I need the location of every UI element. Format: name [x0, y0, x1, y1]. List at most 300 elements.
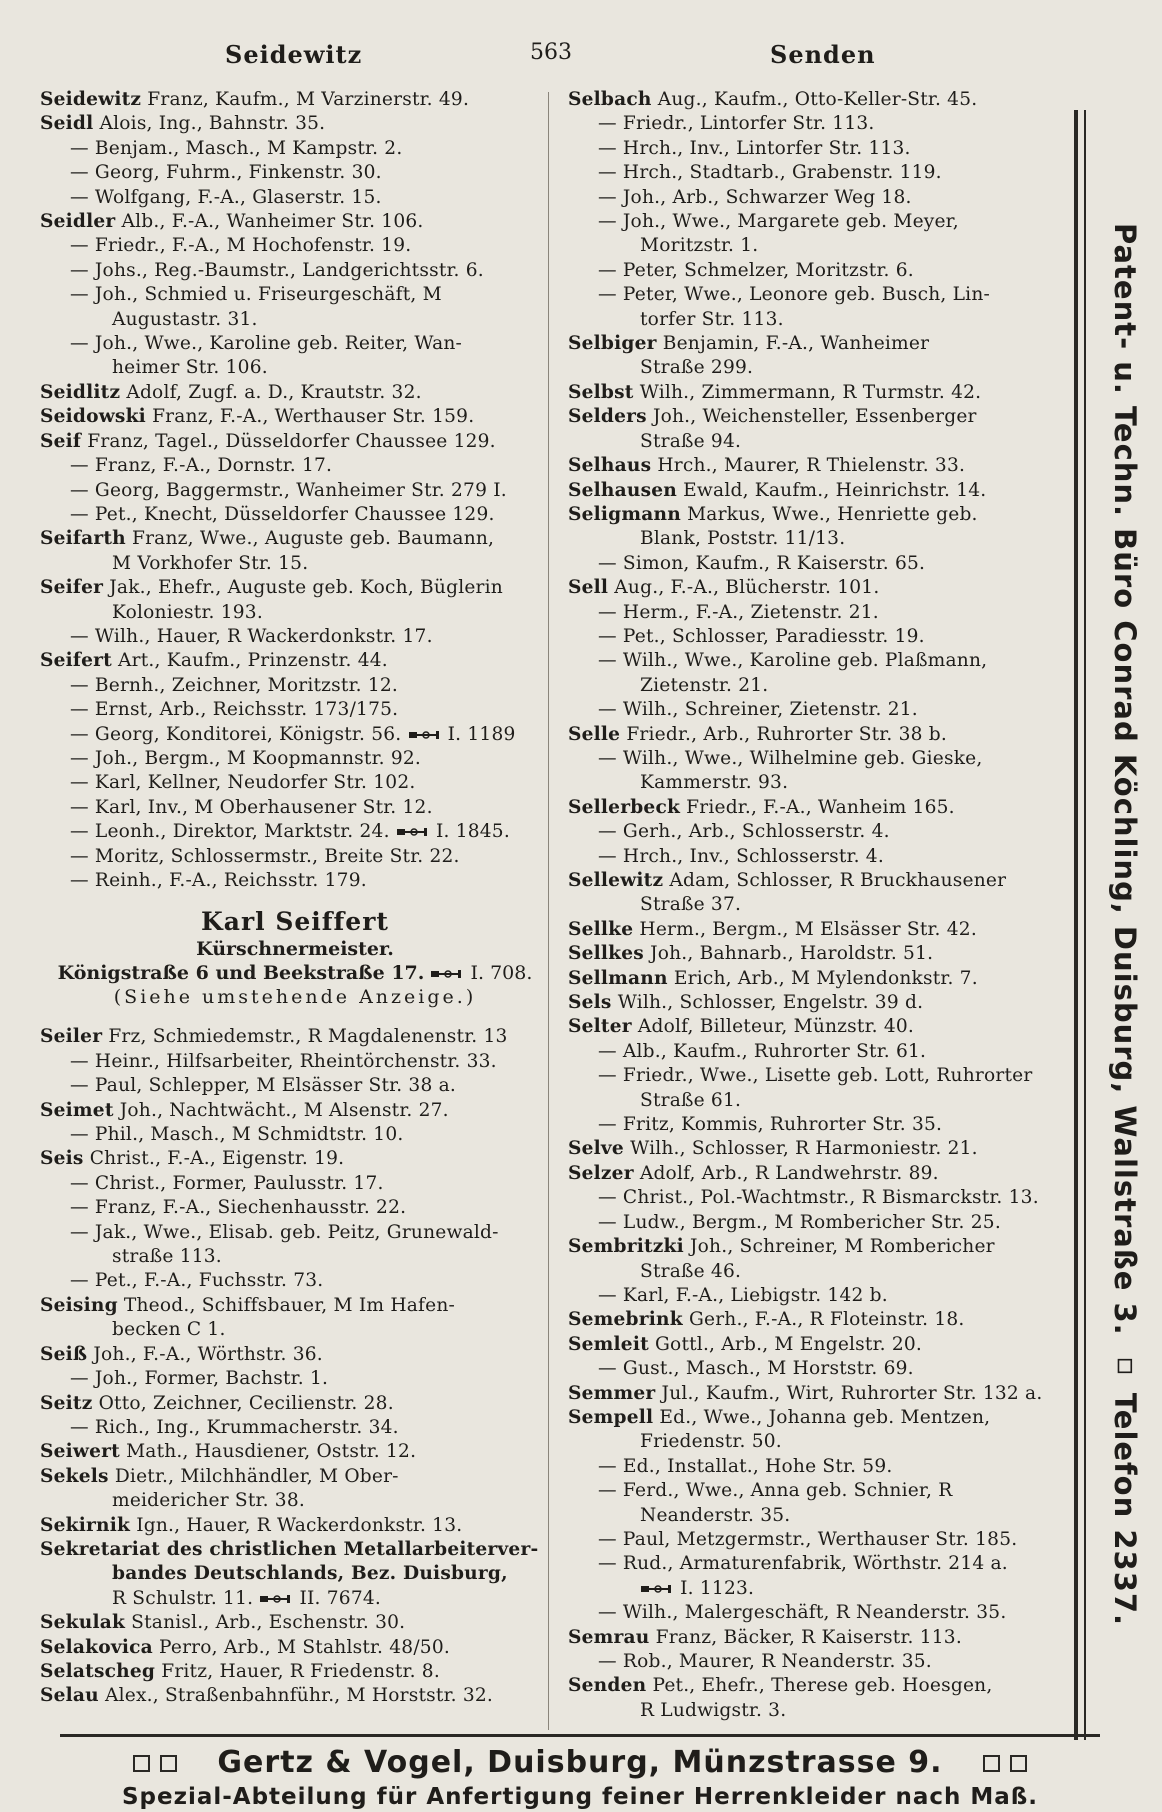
entry-details: Joh., Nachtwächt., M Alsenstr. 27. [113, 1099, 449, 1121]
directory-entry [568, 674, 1088, 698]
entry-surname: Sellkes [568, 943, 644, 965]
entry-details: Markus, Wwe., Henriette geb. [680, 503, 978, 525]
entry-details: Wilh., Schlosser, R Harmoniestr. 21. [623, 1138, 978, 1160]
entry-surname: Seif [40, 430, 82, 452]
directory-entry [568, 527, 1088, 551]
directory-entry [568, 1406, 1088, 1430]
entry-text: — Joh., Former, Bachstr. 1. [70, 1368, 329, 1390]
directory-entry [40, 1367, 550, 1391]
directory-entry [40, 1465, 550, 1489]
entry-surname: Selau [40, 1685, 99, 1707]
directory-entry [568, 259, 1088, 283]
directory-entry [568, 1699, 1088, 1723]
telephone-number: II. 7674. [299, 1587, 382, 1609]
telephone-icon [259, 1593, 293, 1605]
directory-entry [568, 893, 1088, 917]
directory-entry [40, 1684, 550, 1708]
entry-details: Frz, Schmiedemstr., R Magdalenenstr. 13 [102, 1026, 508, 1048]
entry-text: Straße 46. [640, 1260, 742, 1282]
entry-details: Alois, Ing., Bahnstr. 35. [93, 113, 326, 135]
entry-text: — Moritz, Schlossermstr., Breite Str. 22. [70, 845, 460, 867]
entry-text: — Peter, Wwe., Leonore geb. Busch, Lin- [598, 284, 990, 306]
directory-entry [40, 88, 550, 112]
entry-text: — Joh., Schmied u. Friseurgeschäft, M [70, 284, 442, 306]
directory-entry [568, 1455, 1088, 1479]
entry-surname: Sekels [40, 1465, 109, 1487]
directory-entry [568, 1333, 1088, 1357]
telephone-marker [390, 821, 436, 842]
entry-text: — Christ., Former, Paulusstr. 17. [70, 1172, 384, 1194]
directory-entry [568, 1113, 1088, 1137]
page-header [40, 38, 1090, 78]
entry-text: — Simon, Kaufm., R Kaiserstr. 65. [598, 552, 926, 574]
entry-text: — Leonh., Direktor, Marktstr. 24. [70, 821, 390, 843]
entry-text: straße 113. [112, 1246, 222, 1268]
directory-entry [568, 1357, 1088, 1381]
directory-entry [40, 234, 550, 258]
entry-text: — Benjam., Masch., M Kampstr. 2. [70, 137, 403, 159]
telephone-icon [408, 729, 442, 741]
directory-entry [568, 1601, 1088, 1625]
header-last-name: Senden [770, 40, 876, 69]
entry-surname: Selhaus [568, 455, 652, 477]
entry-surname: Seidler [40, 211, 116, 233]
entry-surname: Seidl [40, 113, 94, 135]
entry-text: Zietenstr. 21. [640, 674, 769, 696]
directory-entry [568, 283, 1088, 307]
directory-entry [40, 820, 550, 844]
seiffert-advert [40, 907, 550, 1009]
entry-surname: Selzer [568, 1162, 634, 1184]
entry-text: Blank, Poststr. 11/13. [640, 528, 846, 550]
entry-surname: Sellewitz [568, 870, 664, 891]
entry-text: Straße 61. [640, 1089, 742, 1111]
directory-entry [568, 967, 1088, 991]
directory-entry [40, 1294, 550, 1318]
directory-entry [40, 308, 550, 332]
entry-text: — Friedr., Lintorfer Str. 113. [598, 113, 875, 135]
directory-entry [40, 698, 550, 722]
entry-surname: Seiß [40, 1343, 88, 1365]
telephone-icon [396, 826, 430, 838]
directory-entry [40, 845, 550, 869]
directory-entry [568, 1528, 1088, 1552]
directory-entry [568, 503, 1088, 527]
directory-entry [40, 1514, 550, 1538]
directory-entry [568, 1089, 1088, 1113]
directory-entry [40, 454, 550, 478]
right-column [568, 88, 1088, 1723]
directory-entry [40, 1611, 550, 1635]
entry-details: Franz, F.-A., Werthauser Str. 159. [145, 406, 475, 428]
entry-text: — Wilh., Wwe., Karoline geb. Plaßmann, [598, 650, 988, 672]
directory-entry [568, 161, 1088, 185]
entry-text: — Rich., Ing., Krummacherstr. 34. [70, 1416, 399, 1438]
entry-details: des christlichen Metallarbeiterver- [160, 1538, 539, 1560]
entry-details: Dietr., Milchhändler, M Ober- [108, 1465, 399, 1487]
left-column [40, 88, 550, 1709]
entry-text: — Peter, Schmelzer, Moritzstr. 6. [598, 259, 914, 281]
directory-entry [40, 601, 550, 625]
directory-entry [568, 1040, 1088, 1064]
directory-entry [40, 503, 550, 527]
directory-entry [568, 991, 1088, 1015]
entry-text: — Christ., Pol.-Wachtmstr., R Bismarckstr. 13. [598, 1187, 1039, 1209]
entry-surname: Seis [40, 1148, 84, 1170]
directory-entry [568, 918, 1088, 942]
entry-details: Adolf, Billeteur, Münzstr. 40. [631, 1016, 915, 1038]
directory-entry [40, 1172, 550, 1196]
entry-text: — Wolfgang, F.-A., Glaserstr. 15. [70, 186, 382, 208]
entry-details: Art., Kaufm., Prinzenstr. 44. [111, 650, 388, 672]
directory-entry [40, 527, 550, 551]
entry-surname: Selve [568, 1138, 624, 1160]
entry-surname: Sellke [568, 918, 634, 940]
entry-details: Friedr., F.-A., Wanheim 165. [680, 796, 955, 818]
entry-text: heimer Str. 106. [112, 357, 268, 379]
entry-surname: Selbiger [568, 333, 657, 355]
entry-surname: Semleit [568, 1333, 649, 1355]
entry-text: — Joh., Bergm., M Koopmannstr. 92. [70, 747, 422, 769]
entry-details: Joh., Schreiner, M Rombericher [683, 1236, 995, 1258]
entry-surname: Selatscheg [40, 1660, 156, 1682]
entry-text: — Ludw., Bergm., M Rombericher Str. 25. [598, 1211, 1001, 1233]
entry-text: — Friedr., F.-A., M Hochofenstr. 19. [70, 235, 412, 257]
directory-entry [568, 332, 1088, 356]
entry-surname: Sellerbeck [568, 796, 681, 818]
directory-entry [40, 625, 550, 649]
entry-details: Erich, Arb., M Mylendonkstr. 7. [667, 967, 978, 989]
directory-entry [40, 1636, 550, 1660]
directory-entry [40, 332, 550, 356]
advert-telephone: I. 708. [470, 962, 533, 985]
entry-surname: Seligmann [568, 503, 681, 525]
directory-entry [568, 137, 1088, 161]
directory-entry [568, 796, 1088, 820]
entry-details: Aug., F.-A., Blücherstr. 101. [608, 577, 880, 599]
entry-details: Stanisl., Arb., Eschenstr. 30. [125, 1612, 406, 1634]
telephone-number: I. 1845. [435, 821, 510, 843]
entry-surname: Sellmann [568, 967, 668, 989]
directory-entry [568, 601, 1088, 625]
directory-entry [40, 1440, 550, 1464]
entry-text: — Fritz, Kommis, Ruhrorter Str. 35. [598, 1114, 943, 1136]
directory-entry [568, 1284, 1088, 1308]
entry-text: — Wilh., Wwe., Wilhelmine geb. Gieske, [598, 747, 983, 769]
entry-text: — Wilh., Schreiner, Zietenstr. 21. [598, 699, 918, 721]
telephone-number: I. 1189 [447, 723, 516, 745]
directory-entry [40, 1196, 550, 1220]
directory-entry [40, 576, 550, 600]
entry-text: — Franz, F.-A., Siechenhausstr. 22. [70, 1197, 407, 1219]
entry-text: — Karl, Kellner, Neudorfer Str. 102. [70, 772, 416, 794]
left-entries-continued [40, 1025, 550, 1708]
entry-surname: Sekulak [40, 1612, 126, 1634]
entry-text: — Paul, Metzgermstr., Werthauser Str. 185. [598, 1528, 1018, 1550]
directory-entry [568, 869, 1088, 893]
directory-entry [568, 1650, 1088, 1674]
entry-details: Jak., Ehefr., Auguste geb. Koch, Büglerin [103, 577, 503, 599]
square-ornament-icon [133, 1755, 150, 1772]
page-number: 563 [530, 40, 572, 65]
entry-surname: Sels [568, 992, 612, 1014]
directory-entry [568, 1211, 1088, 1235]
entry-details: Hrch., Maurer, R Thielenstr. 33. [651, 455, 966, 477]
directory-entry [40, 1123, 550, 1147]
telephone-marker [253, 1588, 299, 1609]
directory-entry [568, 1479, 1088, 1503]
entry-text: Moritzstr. 1. [640, 235, 759, 257]
directory-entry [40, 112, 550, 136]
entry-text: — Joh., Wwe., Margarete geb. Meyer, [598, 211, 959, 233]
entry-details: Benjamin, F.-A., Wanheimer [656, 333, 930, 355]
directory-entry [40, 405, 550, 429]
entry-text: — Jak., Wwe., Elisab. geb. Peitz, Grunewald- [70, 1221, 499, 1243]
entry-text: Augustastr. 31. [112, 308, 258, 330]
entry-details: Alex., Straßenbahnführ., M Horststr. 32. [98, 1685, 494, 1707]
entry-details: Aug., Kaufm., Otto-Keller-Str. 45. [651, 89, 978, 110]
entry-text: — Paul, Schlepper, M Elsässer Str. 38 a. [70, 1075, 456, 1097]
entry-surname: Selbach [568, 89, 652, 110]
entry-surname: Sempell [568, 1406, 654, 1428]
directory-entry [568, 1137, 1088, 1161]
entry-text: — Joh., Arb., Schwarzer Weg 18. [598, 186, 912, 208]
entry-surname: Semebrink [568, 1309, 683, 1331]
entry-surname: Selhausen [568, 479, 678, 501]
entry-details: Friedr., Arb., Ruhrorter Str. 38 b. [620, 723, 947, 745]
entry-details: Math., Hausdiener, Oststr. 12. [119, 1441, 417, 1463]
telephone-marker [401, 724, 447, 745]
entry-surname: Selakovica [40, 1636, 153, 1658]
entry-details: Otto, Zeichner, Cecilienstr. 28. [92, 1392, 394, 1414]
directory-entry [568, 820, 1088, 844]
directory-entry [568, 1064, 1088, 1088]
entry-surname: Sekirnik [40, 1514, 131, 1536]
entry-details: Franz, Kaufm., M Varzinerstr. 49. [141, 89, 470, 110]
directory-entry [568, 552, 1088, 576]
entry-text: — Joh., Wwe., Karoline geb. Reiter, Wan- [70, 333, 463, 355]
advert-title: Kürschnermeister. [196, 938, 394, 961]
banner-rule-thick [1074, 110, 1078, 1740]
directory-entry [568, 698, 1088, 722]
entry-surname: Seimet [40, 1099, 114, 1121]
bottom-advert-headline [60, 1744, 1100, 1782]
banner-text: Patent- u. Techn. Büro Conrad Köchling, Duisburg, Wallstraße 3. ▫ Telefon 2337. [1108, 223, 1142, 1627]
telephone-icon [640, 1583, 674, 1595]
entry-details: Adolf, Arb., R Landwehrstr. 89. [633, 1162, 939, 1184]
directory-entry [40, 1392, 550, 1416]
entry-surname: Senden [568, 1675, 647, 1697]
directory-entry [568, 1235, 1088, 1259]
directory-entry [40, 1587, 550, 1611]
entry-text: Straße 37. [640, 894, 742, 916]
entry-text: torfer Str. 113. [640, 308, 784, 330]
directory-entry [40, 1489, 550, 1513]
entry-text: — Wilh., Malergeschäft, R Neanderstr. 35. [598, 1602, 1007, 1624]
directory-entry [568, 1577, 1088, 1601]
directory-entry [568, 479, 1088, 503]
left-entries [40, 88, 550, 893]
square-ornament-icon [1010, 1755, 1027, 1772]
directory-entry [568, 845, 1088, 869]
directory-entry [568, 625, 1088, 649]
directory-entry [40, 674, 550, 698]
entry-details: Jul., Kaufm., Wirt, Ruhrorter Str. 132 a. [655, 1382, 1043, 1404]
entry-text: Straße 94. [640, 430, 742, 452]
right-entries [568, 88, 1088, 1723]
entry-details: Herm., Bergm., M Elsässer Str. 42. [633, 918, 977, 940]
entry-text: — Wilh., Hauer, R Wackerdonkstr. 17. [70, 625, 433, 647]
directory-entry [568, 942, 1088, 966]
entry-text: — Rud., Armaturenfabrik, Wörthstr. 214 a. [598, 1553, 1008, 1575]
entry-details: Joh., Weichensteller, Essenberger [646, 406, 977, 428]
directory-entry [40, 1562, 550, 1586]
directory-entry [568, 1674, 1088, 1698]
directory-entry [40, 771, 550, 795]
directory-entry [40, 649, 550, 673]
directory-entry [568, 186, 1088, 210]
directory-entry [40, 210, 550, 234]
entry-text: — Ed., Installat., Hohe Str. 59. [598, 1455, 893, 1477]
entry-text: — Georg, Fuhrm., Finkenstr. 30. [70, 162, 382, 184]
entry-surname: Seidewitz [40, 89, 142, 110]
entry-details: Adolf, Zugf. a. D., Krautstr. 32. [120, 381, 422, 403]
entry-text: — Hrch., Inv., Lintorfer Str. 113. [598, 137, 911, 159]
directory-entry [40, 430, 550, 454]
directory-entry [40, 1343, 550, 1367]
directory-entry [568, 356, 1088, 380]
entry-surname: Seifert [40, 650, 112, 672]
advert-address: Königstraße 6 und Beekstraße 17. [57, 962, 425, 985]
entry-surname: Semmer [568, 1382, 656, 1404]
entry-surname: Sell [568, 577, 609, 599]
entry-details: Theod., Schiffsbauer, M Im Hafen- [117, 1294, 455, 1316]
entry-surname: Seiler [40, 1026, 103, 1048]
entry-text: — Phil., Masch., M Schmidtstr. 10. [70, 1124, 404, 1146]
directory-entry [568, 1260, 1088, 1284]
directory-entry [568, 1015, 1088, 1039]
directory-entry [568, 381, 1088, 405]
directory-entry [40, 1416, 550, 1440]
directory-entry [568, 1308, 1088, 1332]
entry-details: Pet., Ehefr., Therese geb. Hoesgen, [646, 1675, 993, 1697]
entry-text: — Hrch., Stadtarb., Grabenstr. 119. [598, 162, 942, 184]
directory-entry [40, 283, 550, 307]
directory-entry [40, 259, 550, 283]
directory-entry [568, 1504, 1088, 1528]
entry-text: — Friedr., Wwe., Lisette geb. Lott, Ruhrorter [598, 1065, 1033, 1087]
directory-entry [568, 1186, 1088, 1210]
entry-text: — Ernst, Arb., Reichsstr. 173/175. [70, 699, 399, 721]
entry-details: Ign., Hauer, R Wackerdonkstr. 13. [130, 1514, 463, 1536]
directory-entry [568, 430, 1088, 454]
directory-entry [568, 405, 1088, 429]
directory-entry [568, 1162, 1088, 1186]
directory-entry [568, 210, 1088, 234]
entry-details: Christ., F.-A., Eigenstr. 19. [83, 1148, 345, 1170]
entry-surname: Seising [40, 1294, 118, 1316]
entry-text: becken C 1. [112, 1319, 226, 1341]
entry-details: Wilh., Schlosser, Engelstr. 39 d. [611, 992, 924, 1014]
entry-text: — Herm., F.-A., Zietenstr. 21. [598, 601, 879, 623]
directory-entry [40, 1660, 550, 1684]
entry-details: Wilh., Zimmermann, R Turmstr. 42. [633, 381, 982, 403]
entry-text: — Hrch., Inv., Schlosserstr. 4. [598, 845, 884, 867]
directory-entry [568, 649, 1088, 673]
entry-details: Ed., Wwe., Johanna geb. Mentzen, [653, 1406, 991, 1428]
square-ornament-icon [983, 1755, 1000, 1772]
entry-text: — Georg, Baggermstr., Wanheimer Str. 279 I. [70, 479, 507, 501]
directory-entry [40, 137, 550, 161]
entry-details: Joh., F.-A., Wörthstr. 36. [87, 1343, 323, 1365]
entry-text: — Georg, Konditorei, Königstr. 56. [70, 723, 402, 745]
entry-text: Neanderstr. 35. [640, 1504, 791, 1526]
directory-entry [40, 161, 550, 185]
entry-text: — Pet., F.-A., Fuchsstr. 73. [70, 1270, 324, 1292]
entry-text: Friedenstr. 50. [640, 1431, 782, 1453]
entry-text: Straße 299. [640, 357, 754, 379]
bottom-advert [60, 1744, 1100, 1812]
entry-surname: Selbst [568, 381, 634, 403]
entry-surname: Selders [568, 406, 647, 428]
entry-text: M Vorkhofer Str. 15. [112, 552, 309, 574]
entry-details: Franz, Bäcker, R Kaiserstr. 113. [649, 1626, 962, 1648]
directory-entry [568, 723, 1088, 747]
directory-entry [568, 112, 1088, 136]
entry-text: — Pet., Schlosser, Paradiesstr. 19. [598, 625, 925, 647]
directory-entry [40, 356, 550, 380]
directory-entry [40, 796, 550, 820]
directory-entry [568, 454, 1088, 478]
directory-entry [40, 1269, 550, 1293]
advert-address-line [40, 961, 550, 985]
entry-surname: Sekretariat [40, 1538, 161, 1560]
entry-text: — Bernh., Zeichner, Moritzstr. 12. [70, 674, 399, 696]
entry-details: Franz, Wwe., Auguste geb. Baumann, [125, 528, 495, 550]
directory-entry [568, 234, 1088, 258]
directory-entry [568, 576, 1088, 600]
directory-entry [568, 747, 1088, 771]
entry-text: Kammerstr. 93. [640, 772, 789, 794]
entry-surname: Seidowski [40, 406, 146, 428]
directory-entry [40, 723, 550, 747]
entry-text: — Gerh., Arb., Schlosserstr. 4. [598, 821, 890, 843]
entry-surname: Semrau [568, 1626, 650, 1648]
entry-text: R Schulstr. 11. [112, 1587, 254, 1609]
bottom-advert-subtitle: Spezial-Abteilung für Anfertigung feiner Herrenkleider nach Maß. [121, 1784, 1039, 1810]
entry-text: bandes Deutschlands, Bez. Duisburg, [112, 1563, 508, 1585]
entry-details: Franz, Tagel., Düsseldorfer Chaussee 129. [81, 430, 496, 452]
directory-entry [40, 552, 550, 576]
directory-entry [40, 747, 550, 771]
entry-text: — Franz, F.-A., Dornstr. 17. [70, 455, 333, 477]
directory-entry [40, 1221, 550, 1245]
entry-surname: Selle [568, 723, 621, 745]
advert-name: Karl Seiffert [201, 907, 389, 937]
directory-entry [40, 869, 550, 893]
entry-details: Gerh., F.-A., R Floteinstr. 18. [682, 1309, 965, 1331]
directory-entry [568, 1430, 1088, 1454]
entry-text: Koloniestr. 193. [112, 601, 263, 623]
telephone-marker [640, 1578, 680, 1599]
entry-text: R Ludwigstr. 3. [640, 1699, 787, 1721]
directory-entry [40, 1050, 550, 1074]
telephone-icon [430, 968, 464, 980]
entry-text: — Johs., Reg.-Baumstr., Landgerichtsstr. 6. [70, 259, 484, 281]
directory-entry [568, 88, 1088, 112]
directory-entry [40, 1245, 550, 1269]
entry-surname: Sembritzki [568, 1236, 684, 1258]
